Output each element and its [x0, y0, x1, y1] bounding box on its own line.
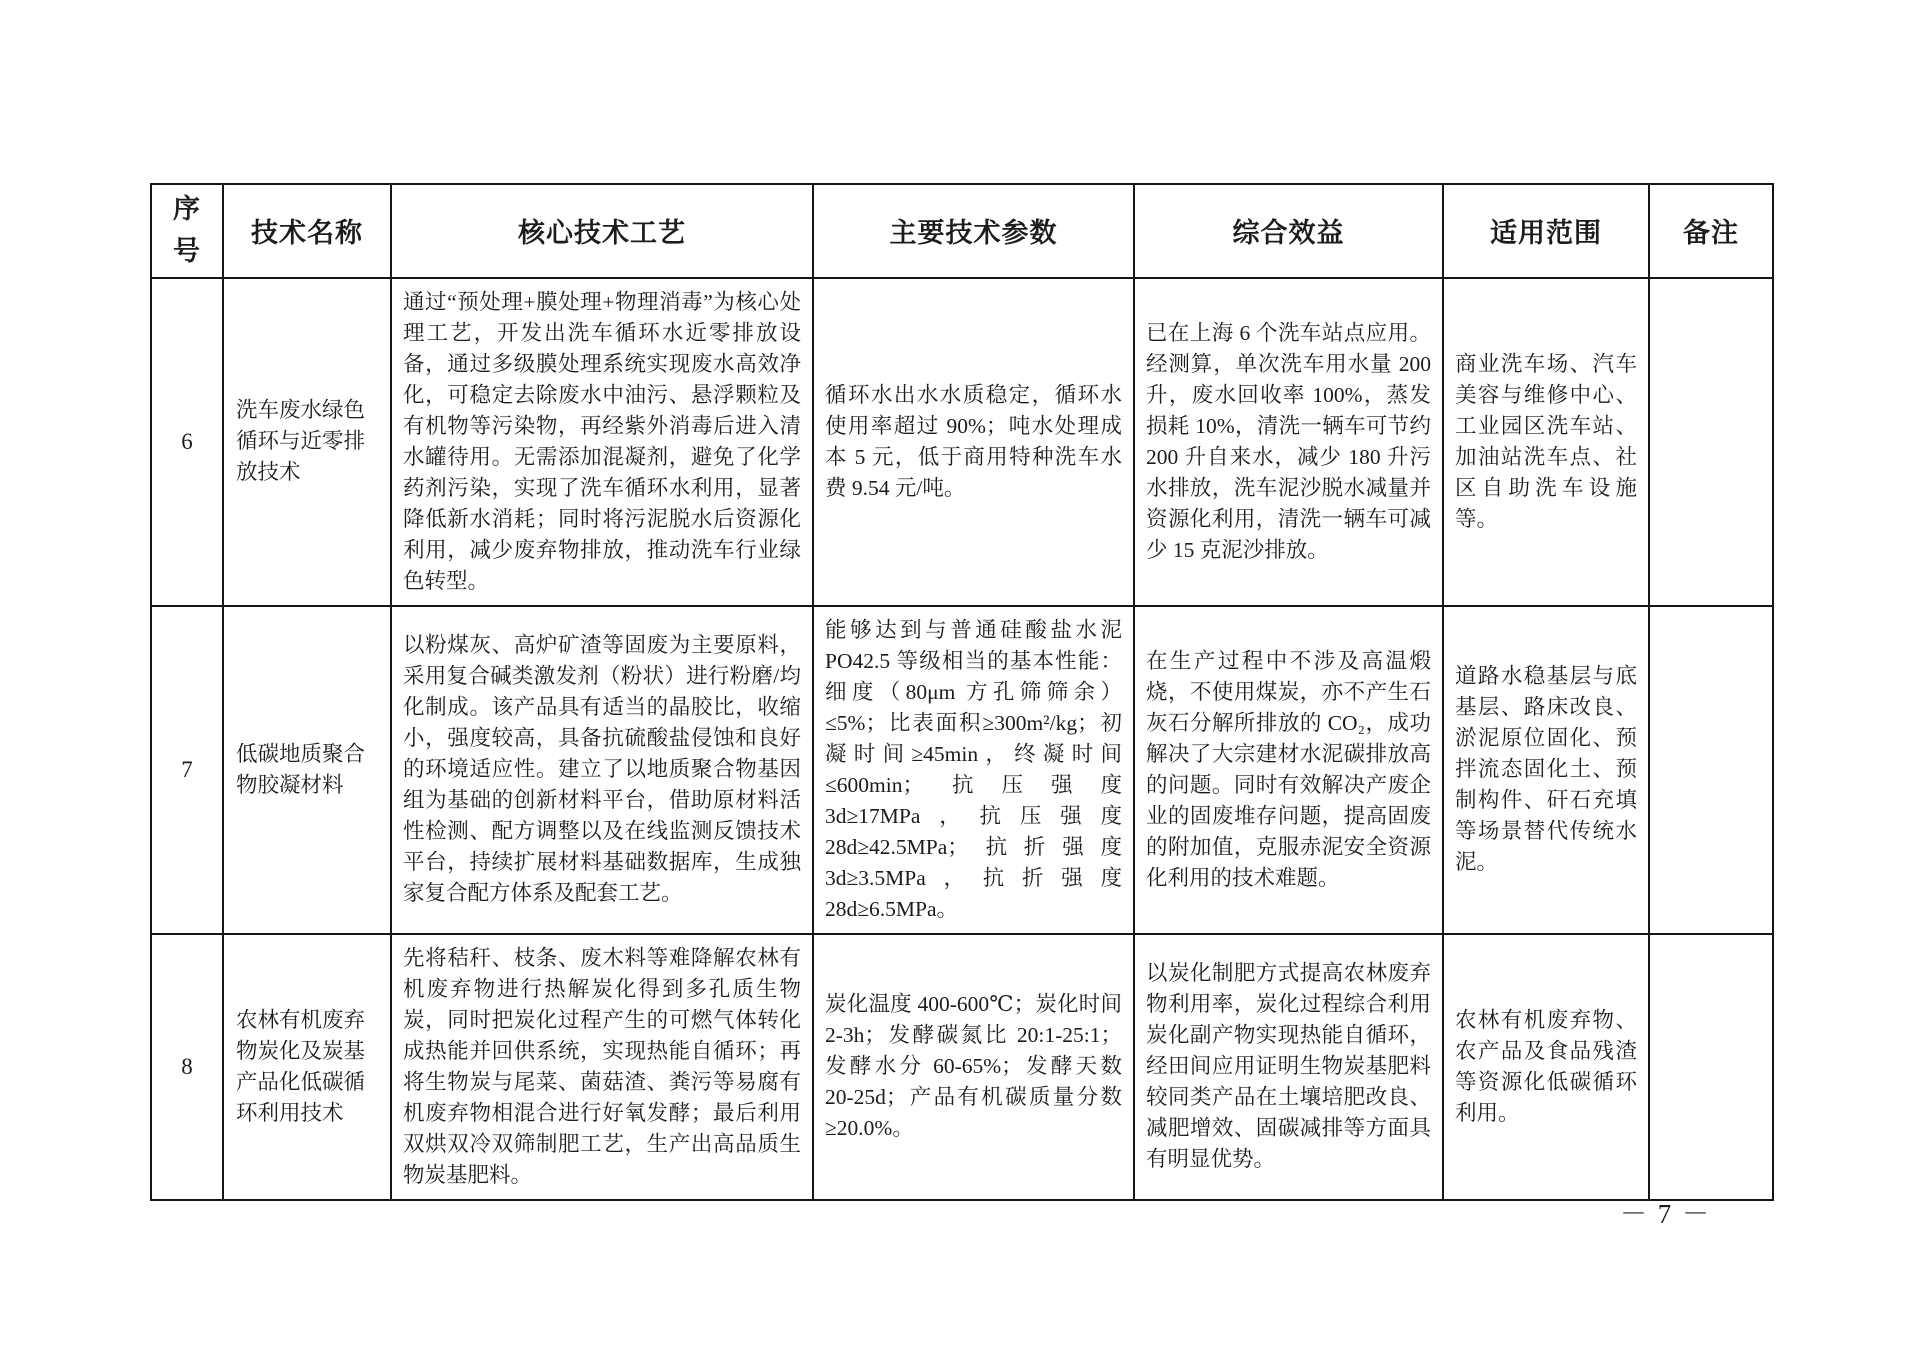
cell-benefits: 在生产过程中不涉及高温煅烧，不使用煤炭，亦不产生石灰石分解所排放的 CO₂，成功解决了大宗建材水泥碳排放高的问题。同时有效解决产废企业的固废堆存问题，提高固废的附加值，克服赤泥安全资源化利用的技术难题。 — [1134, 606, 1443, 934]
table-row — [151, 606, 1773, 934]
cell-scope: 商业洗车场、汽车美容与维修中心、工业园区洗车站、加油站洗车点、社区自助洗车设施等。 — [1443, 278, 1649, 606]
header-cell-process: 核心技术工艺 — [391, 184, 813, 278]
table-row — [151, 934, 1773, 1200]
cell-parameters: 炭化温度 400-600℃；炭化时间 2-3h；发酵碳氮比 20:1-25:1；发酵水分 60-65%；发酵天数 20-25d；产品有机碳质量分数≥20.0%。 — [813, 934, 1134, 1200]
table-header-row — [151, 184, 1773, 278]
cell-technology-name: 农林有机废弃物炭化及炭基产品化低碳循环利用技术 — [223, 934, 391, 1200]
cell-technology-name: 低碳地质聚合物胶凝材料 — [223, 606, 391, 934]
header-cell-scope: 适用范围 — [1443, 184, 1649, 278]
cell-core-process: 以粉煤灰、高炉矿渣等固废为主要原料，采用复合碱类激发剂（粉状）进行粉磨/均化制成。该产品具有适当的晶胶比，收缩小，强度较高，具备抗硫酸盐侵蚀和良好的环境适应性。建立了以地质聚合物基因组为基础的创新材料平台，借助原材料活性检测、配方调整以及在线监测反馈技术平台，持续扩展材料基础数据库，生成独家复合配方体系及配套工艺。 — [391, 606, 813, 934]
cell-no: 8 — [151, 934, 223, 1200]
technology-table — [150, 183, 1774, 1201]
cell-benefits: 已在上海 6 个洗车站点应用。经测算，单次洗车用水量 200 升，废水回收率 100%，蒸发损耗 10%，清洗一辆车可节约 200 升自来水，减少 180 升污水排放，洗车泥沙脱水减量并资源化利用，清洗一辆车可减少 15 克泥沙排放。 — [1134, 278, 1443, 606]
page-number: － 7 － — [1620, 1199, 1711, 1229]
cell-core-process: 先将秸秆、枝条、废木料等难降解农林有机废弃物进行热解炭化得到多孔质生物炭，同时把炭化过程产生的可燃气体转化成热能并回供系统，实现热能自循环；再将生物炭与尾菜、菌菇渣、粪污等易腐有机废弃物相混合进行好氧发酵；最后利用双烘双冷双筛制肥工艺，生产出高品质生物炭基肥料。 — [391, 934, 813, 1200]
cell-parameters: 能够达到与普通硅酸盐水泥 PO42.5 等级相当的基本性能：细度（80μm 方孔筛筛余）≤5%；比表面积≥300m²/kg；初凝时间≥45min，终凝时间≤600min；抗压强度 3d≥17MPa，抗压强度 28d≥42.5MPa；抗折强度 3d≥3.5MPa，抗折强度 28d≥6.5MPa。 — [813, 606, 1134, 934]
header-label-no: 序号 — [172, 194, 201, 266]
cell-technology-name: 洗车废水绿色循环与近零排放技术 — [223, 278, 391, 606]
cell-remark — [1649, 934, 1773, 1200]
header-cell-remark: 备注 — [1649, 184, 1773, 278]
cell-scope: 农林有机废弃物、农产品及食品残渣等资源化低碳循环利用。 — [1443, 934, 1649, 1200]
cell-no: 7 — [151, 606, 223, 934]
cell-remark — [1649, 606, 1773, 934]
header-cell-name: 技术名称 — [223, 184, 391, 278]
cell-parameters: 循环水出水水质稳定，循环水使用率超过 90%；吨水处理成本 5 元，低于商用特种洗车水费 9.54 元/吨。 — [813, 278, 1134, 606]
cell-core-process: 通过“预处理+膜处理+物理消毒”为核心处理工艺，开发出洗车循环水近零排放设备，通过多级膜处理系统实现废水高效净化，可稳定去除废水中油污、悬浮颗粒及有机物等污染物，再经紫外消毒后进入清水罐待用。无需添加混凝剂，避免了化学药剂污染，实现了洗车循环水利用，显著降低新水消耗；同时将污泥脱水后资源化利用，减少废弃物排放，推动洗车行业绿色转型。 — [391, 278, 813, 606]
table-row — [151, 278, 1773, 606]
cell-no: 6 — [151, 278, 223, 606]
header-cell-no — [151, 184, 223, 278]
header-cell-benefits: 综合效益 — [1134, 184, 1443, 278]
header-cell-parameters: 主要技术参数 — [813, 184, 1134, 278]
cell-remark — [1649, 278, 1773, 606]
cell-scope: 道路水稳基层与底基层、路床改良、淤泥原位固化、预拌流态固化土、预制构件、矸石充填等场景替代传统水泥。 — [1443, 606, 1649, 934]
cell-benefits: 以炭化制肥方式提高农林废弃物利用率，炭化过程综合利用炭化副产物实现热能自循环，经田间应用证明生物炭基肥料较同类产品在土壤培肥改良、减肥增效、固碳减排等方面具有明显优势。 — [1134, 934, 1443, 1200]
